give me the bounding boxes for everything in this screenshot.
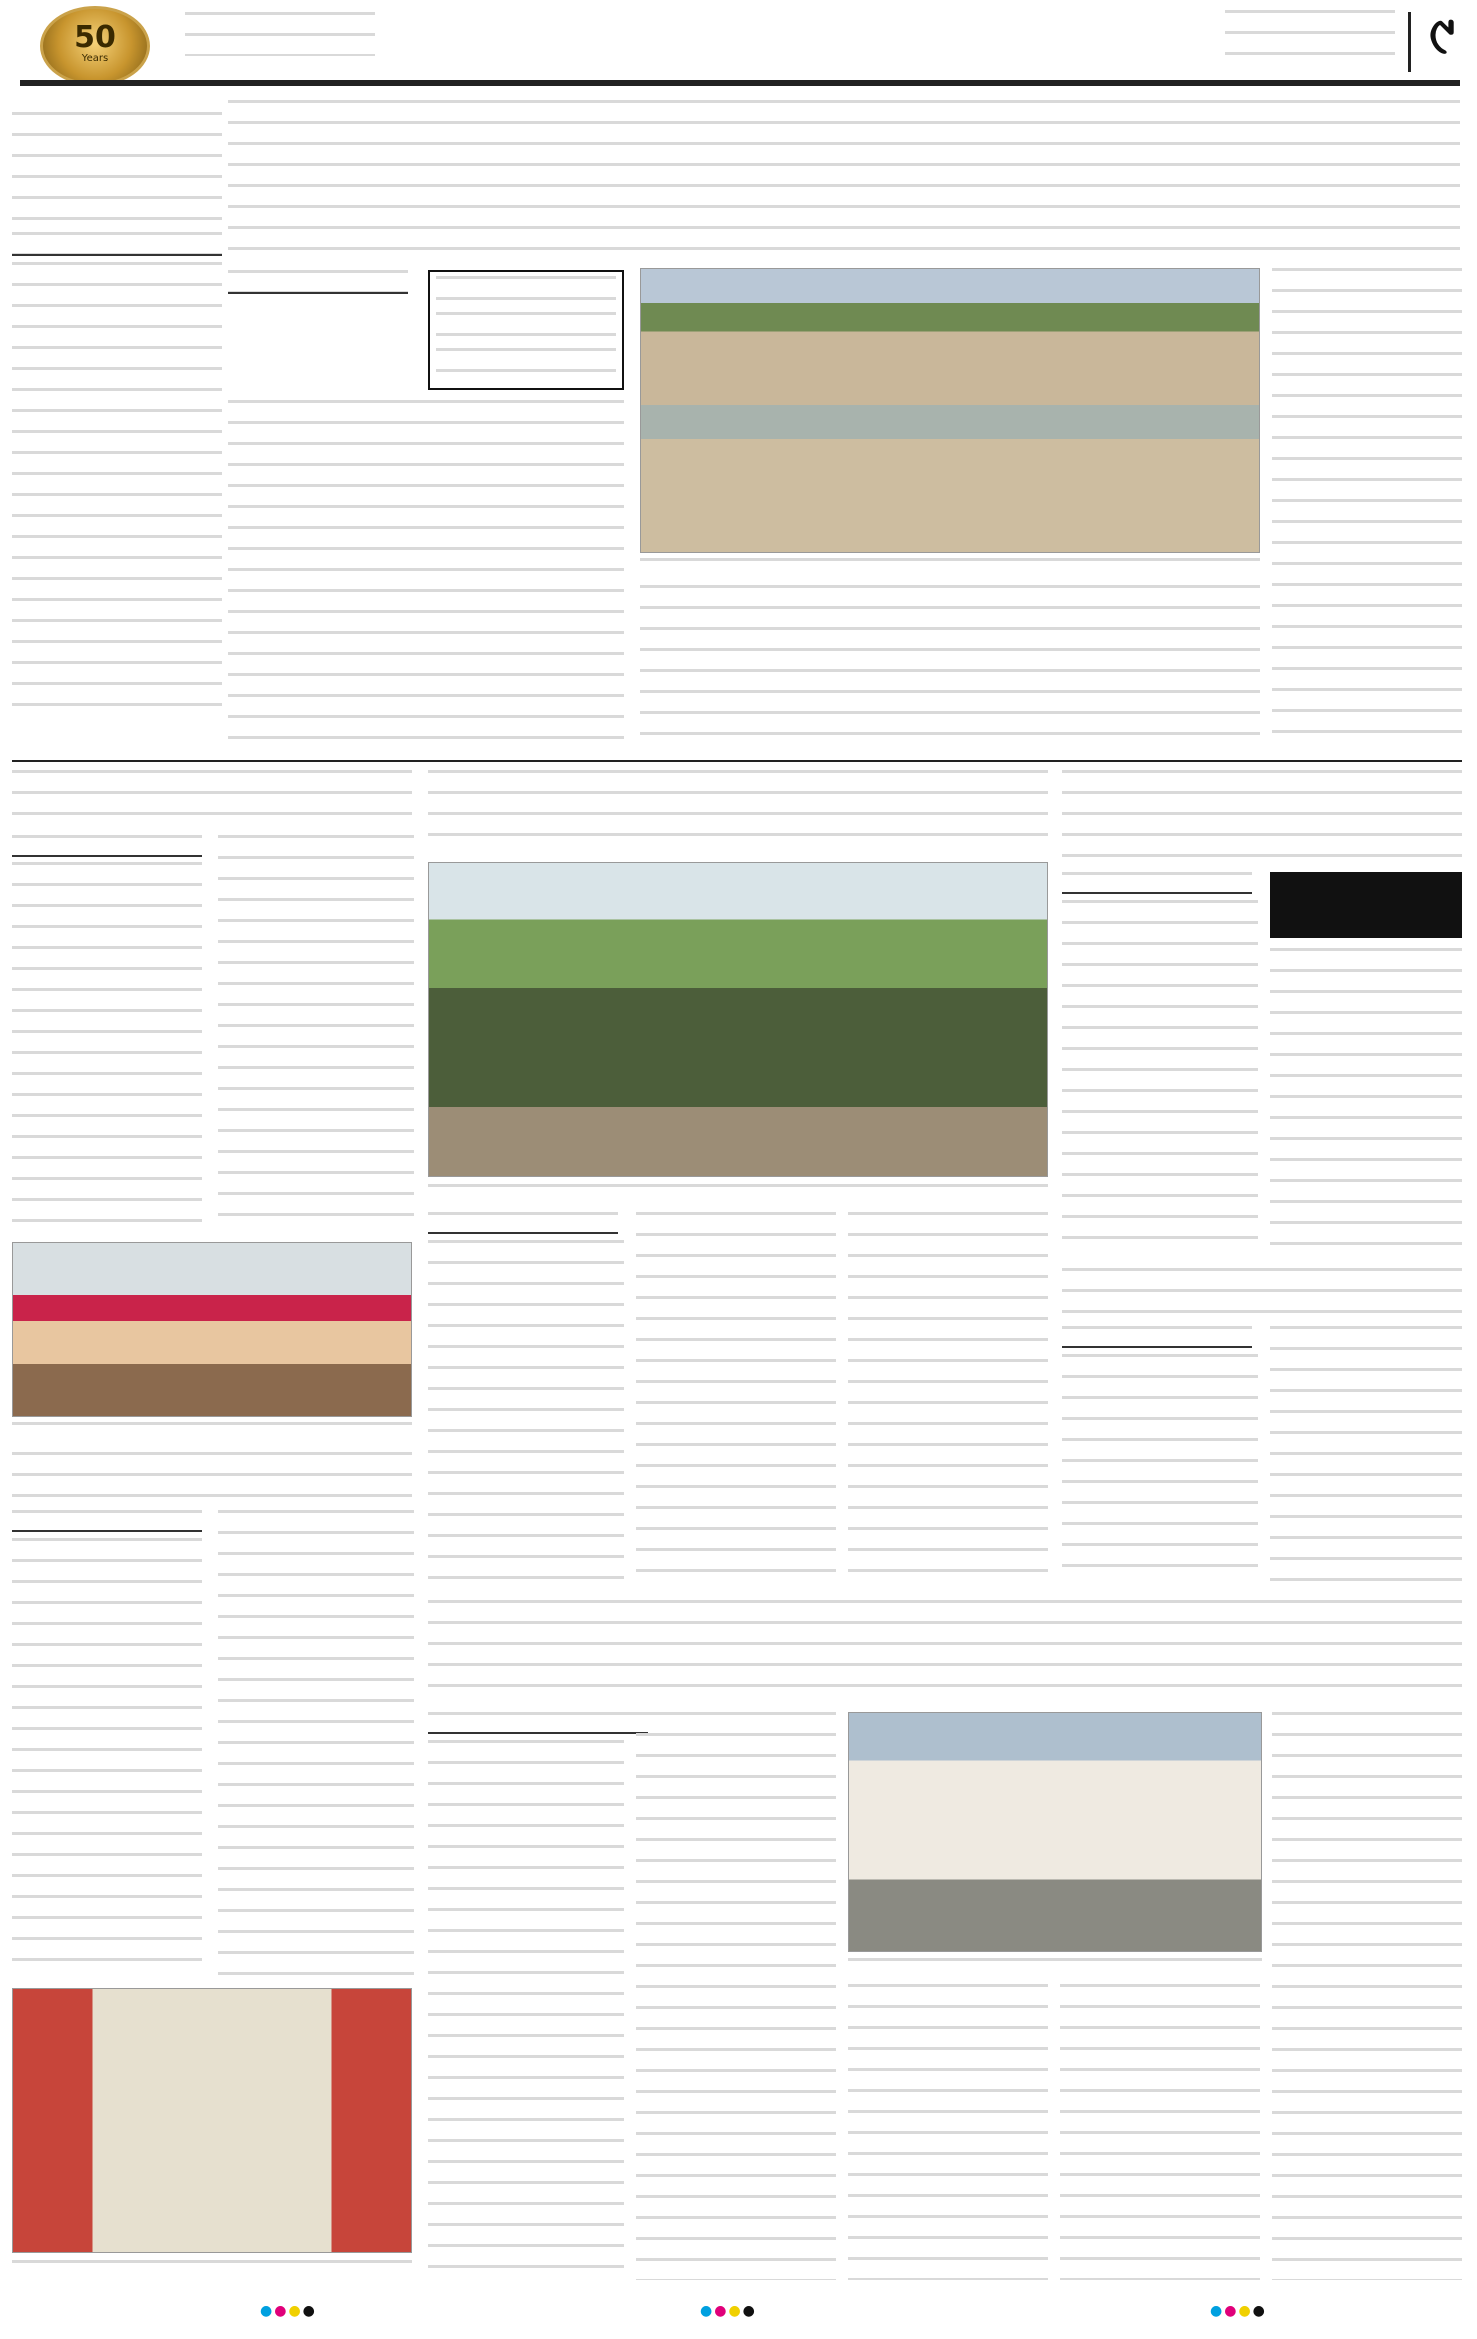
body-forest-day-1 xyxy=(428,1240,624,1585)
caption-deravisha xyxy=(12,1422,412,1440)
body-lawyer-theft-1 xyxy=(1062,900,1258,1255)
headline-truck-driver xyxy=(12,112,222,222)
body-lawyer-theft-2 xyxy=(1270,948,1462,1255)
dateline-lawyer-theft xyxy=(1062,872,1252,894)
section-title xyxy=(1225,10,1395,62)
body-luna-river-left xyxy=(228,400,624,750)
masthead-dateline xyxy=(185,12,375,56)
headline-youth-drugs xyxy=(428,1600,1462,1700)
body-youth-drugs-3 xyxy=(848,1984,1048,2280)
headline-griha-pravesh xyxy=(12,1452,412,1502)
dateline-griha-pravesh xyxy=(12,1510,202,1532)
body-deravisha-left xyxy=(12,862,202,1232)
photo-griha-pravesh xyxy=(12,1988,412,2253)
body-luna-river-mid xyxy=(640,585,1260,750)
dateline-luna-river xyxy=(228,270,408,294)
caption-luna-river xyxy=(640,558,1260,578)
headline-rural-road xyxy=(1062,1268,1462,1318)
dateline-youth-drugs xyxy=(428,1712,648,1734)
newspaper-logo xyxy=(40,6,150,86)
highlights-box xyxy=(428,270,624,390)
body-forest-day-2 xyxy=(636,1212,836,1585)
registration-marks: ●●●● xyxy=(260,2303,317,2319)
dateline-forest-day xyxy=(428,1212,618,1234)
body-youth-drugs-2 xyxy=(636,1712,836,2280)
row-divider xyxy=(12,760,1462,762)
caption-forest-day xyxy=(428,1184,1048,1202)
body-youth-drugs-5 xyxy=(1272,1712,1462,2280)
highlight-item xyxy=(436,276,616,306)
caption-youth-drugs xyxy=(848,1958,1262,1976)
masthead-separator xyxy=(1408,12,1411,72)
body-youth-drugs-1 xyxy=(428,1740,624,2280)
body-forest-day-3 xyxy=(848,1212,1048,1585)
registration-marks: ●●●● xyxy=(1210,2303,1267,2319)
dateline-rural-road xyxy=(1062,1326,1252,1348)
body-youth-drugs-4 xyxy=(1060,1984,1260,2280)
headline-luna-river xyxy=(228,100,1460,250)
photo-youth-drugs xyxy=(848,1712,1262,1952)
body-deravisha-right xyxy=(218,835,414,1232)
highlight-item xyxy=(436,312,616,342)
headline-lawyer-theft xyxy=(1062,770,1462,860)
highlight-item xyxy=(436,348,616,378)
registration-marks: ●●●● xyxy=(700,2303,757,2319)
body-truck-driver xyxy=(12,262,222,722)
headline-deravisha xyxy=(12,770,412,826)
photo-luna-river xyxy=(640,268,1260,553)
logo-years: 50 xyxy=(74,20,116,55)
page-number: ୯ xyxy=(1429,6,1455,66)
pullquote-lawyer-theft xyxy=(1270,872,1462,938)
body-rural-road-1 xyxy=(1062,1354,1258,1585)
body-rural-road-2 xyxy=(1270,1326,1462,1585)
headline-forest-day xyxy=(428,770,1048,850)
body-griha-pravesh-2 xyxy=(218,1510,414,1978)
photo-deravisha xyxy=(12,1242,412,1417)
masthead-rule xyxy=(20,80,1460,86)
caption-griha-pravesh xyxy=(12,2260,412,2278)
body-griha-pravesh-1 xyxy=(12,1538,202,1978)
dateline-truck-driver xyxy=(12,232,222,256)
photo-forest-day xyxy=(428,862,1048,1177)
body-luna-river-right xyxy=(1272,268,1462,750)
logo-label: Years xyxy=(81,53,109,64)
dateline-deravisha xyxy=(12,835,202,857)
